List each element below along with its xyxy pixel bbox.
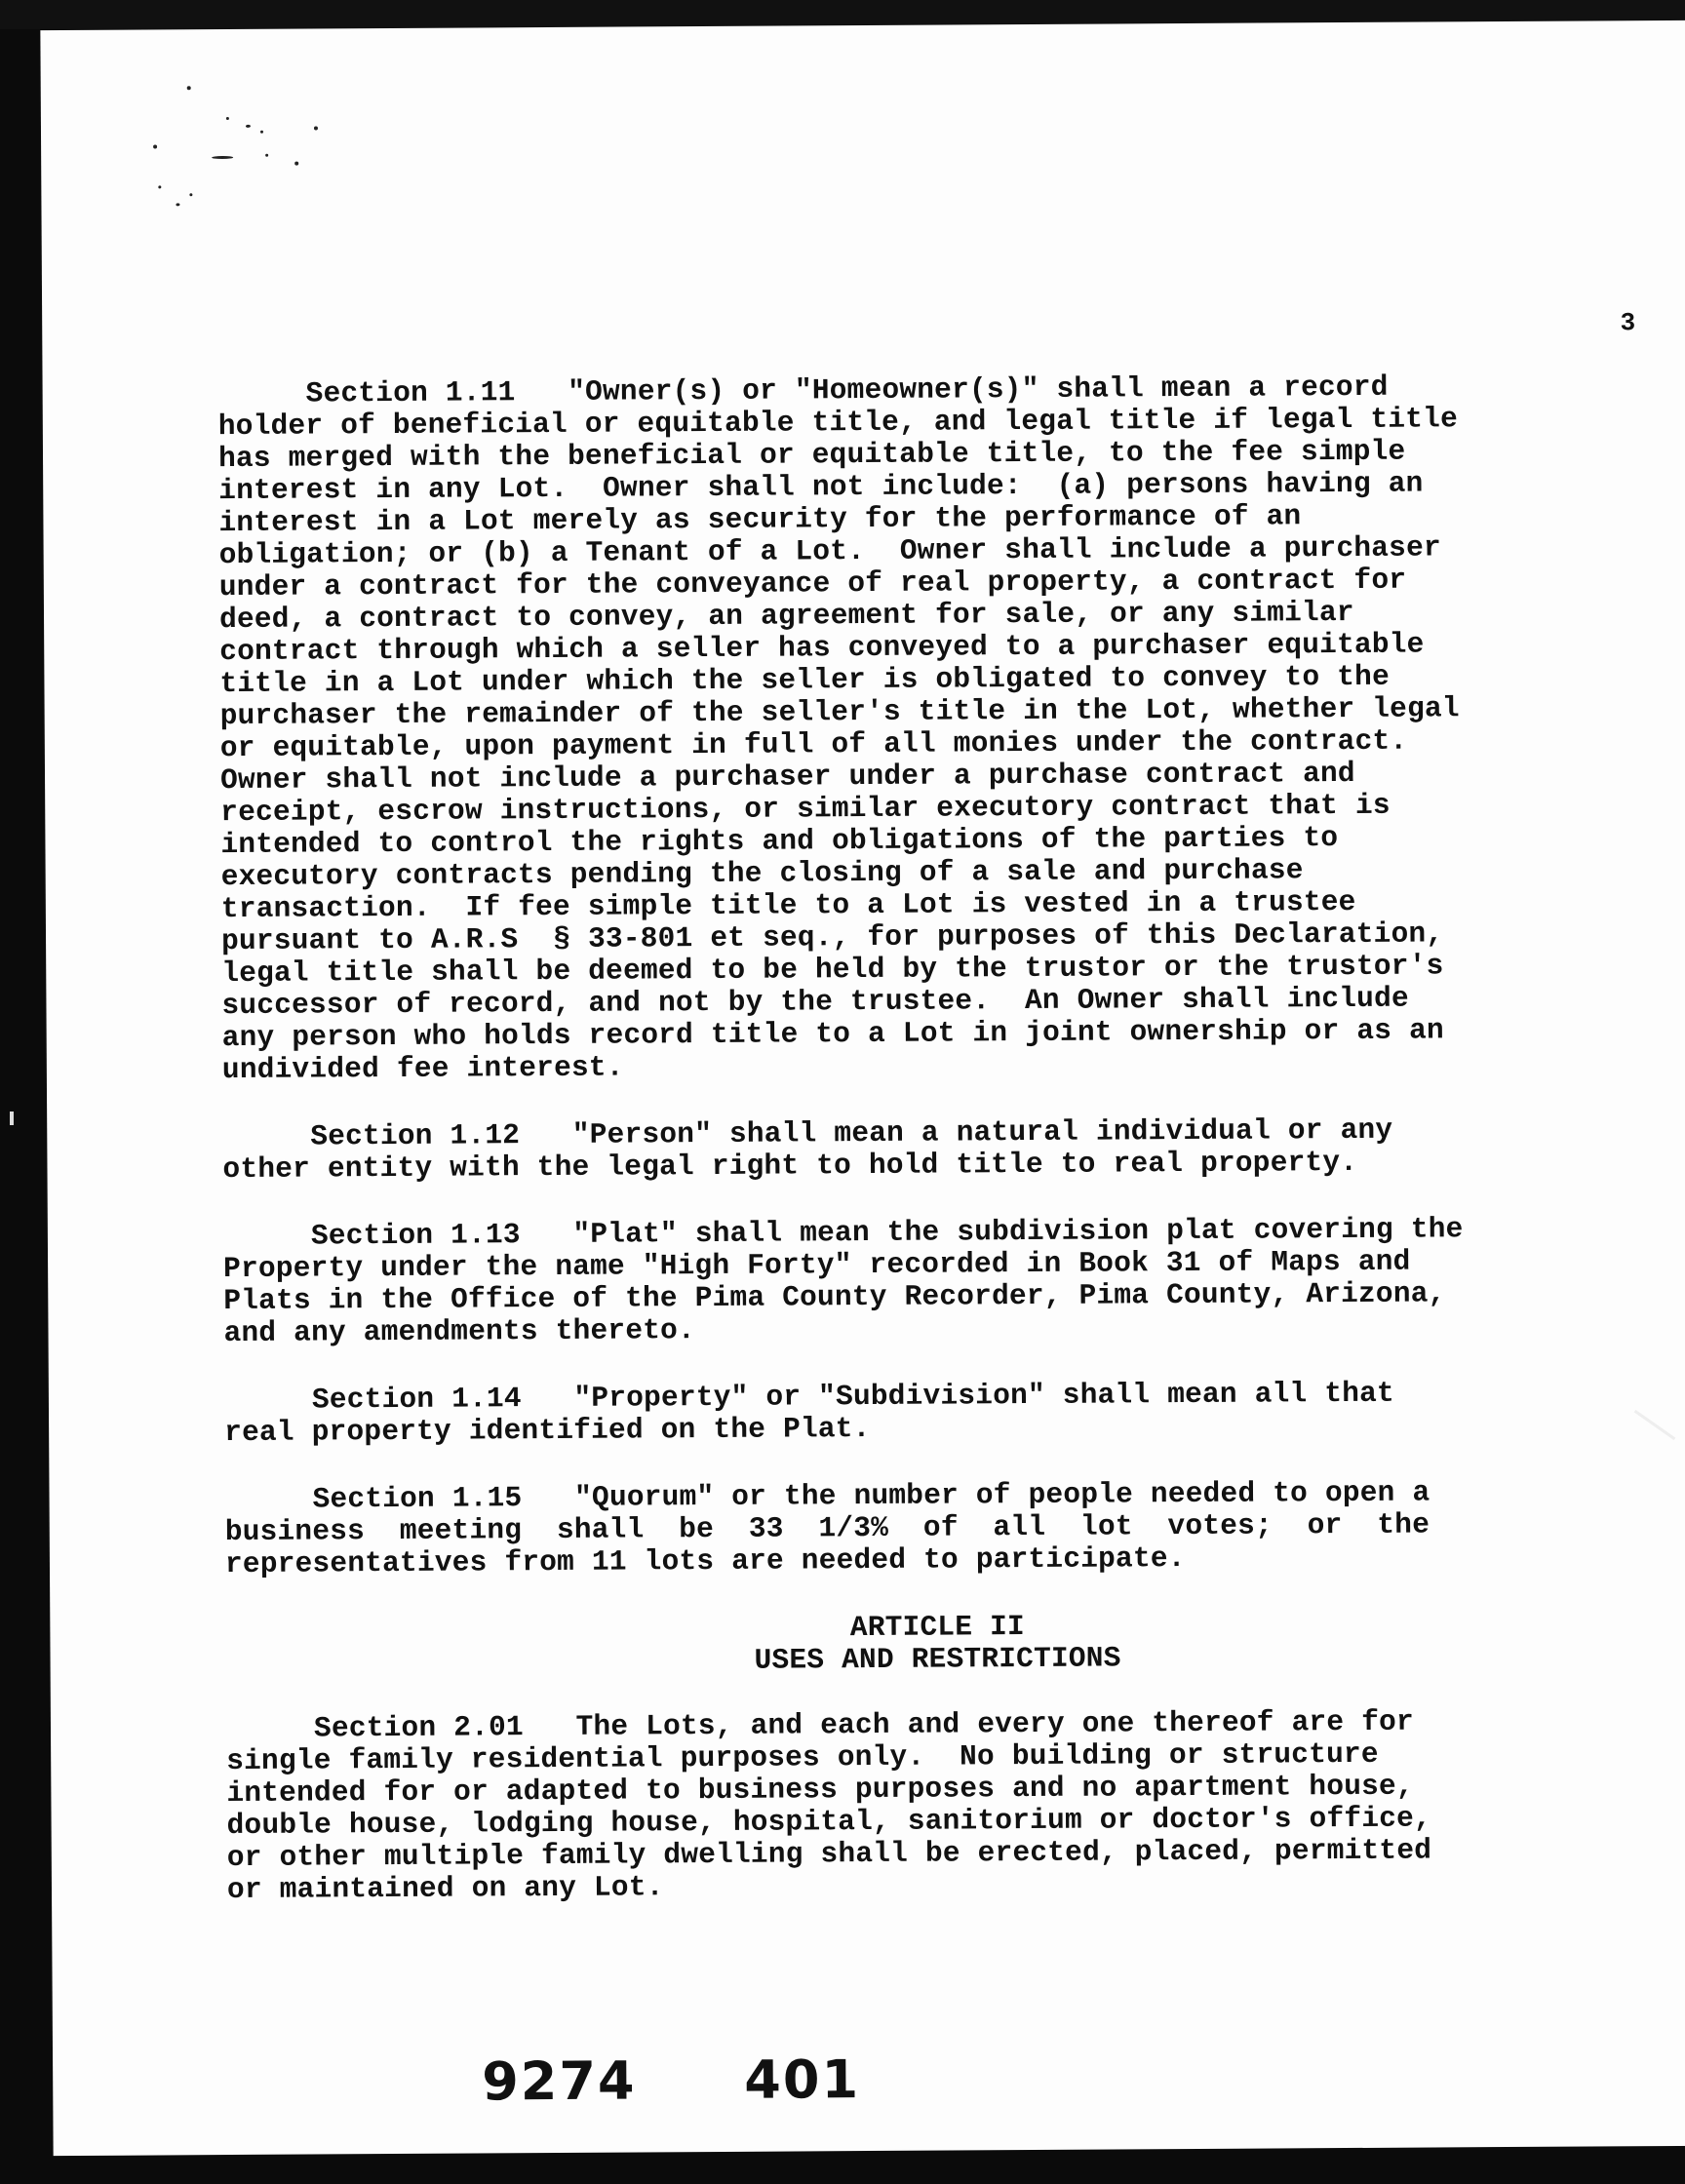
speck [265, 154, 268, 157]
section-heading-line: Section 1.15 "Quorum" or the number of people needed to open a [312, 1475, 1430, 1516]
article-heading [225, 1607, 1649, 1680]
text-line: interest in a Lot merely as security for the performance of an [218, 499, 1302, 540]
text-line: other entity with the legal right to hold title to real property. [222, 1145, 1358, 1187]
section-heading-line: Section 1.13 "Plat" shall mean the subdivision plat covering the [310, 1212, 1464, 1253]
text-line: or equitable, upon payment in full of all monies under the contract. [219, 723, 1408, 765]
text-line: purchaser the remainder of the seller's title in the Lot, whether legal [219, 691, 1460, 733]
section-1-15 [224, 1475, 1649, 1580]
book-number: 9274 [482, 2049, 637, 2113]
text-line: obligation; or (b) a Tenant of a Lot. Owner shall include a purchaser [218, 530, 1441, 572]
section-heading-line: Section 2.01 The Lots, and each and every one thereof are for [313, 1704, 1414, 1745]
text-line: holder of beneficial or equitable title, and legal title if legal title [217, 402, 1459, 444]
text-line: receipt, escrow instructions, or similar executory contract that is [220, 788, 1391, 830]
speck [187, 86, 191, 90]
article-number: ARTICLE II [849, 1610, 1025, 1645]
text-line: real property identified on the Plat. [224, 1412, 871, 1450]
section-heading-line: Section 1.14 "Property" or "Subdivision" shall mean all that [311, 1376, 1395, 1417]
text-line: business meeting shall be 33 1/3% of all lot votes; or the [224, 1507, 1430, 1549]
speck [294, 162, 298, 166]
text-line: successor of record, and not by the trustee. An Owner shall include [221, 981, 1409, 1023]
speck [246, 125, 251, 128]
section-heading-line: Section 1.11 "Owner(s) or "Homeowner(s)" shall mean a record [305, 370, 1389, 410]
page-number: 3 [1620, 308, 1636, 338]
speck [176, 203, 179, 206]
text-line: interest in any Lot. Owner shall not include: (a) persons having an [218, 466, 1424, 508]
text-line: executory contracts pending the closing of a sale and purchase [220, 853, 1304, 894]
article-title: USES AND RESTRICTIONS [754, 1641, 1121, 1677]
text-line: Plats in the Office of the Pima County Recorder, Pima County, Arizona, [223, 1276, 1446, 1318]
text-line: under a contract for the conveyance of real property, a contract for [218, 563, 1407, 604]
text-line: legal title shall be deemed to be held by the trustor or the trustor's [221, 949, 1444, 991]
scan-specks [119, 67, 334, 224]
speck [158, 185, 161, 188]
scan-artifact [10, 1112, 14, 1125]
text-line: and any amendments thereto. [223, 1313, 696, 1350]
page-reference: 401 [744, 2048, 861, 2111]
document-body [218, 370, 1652, 1941]
text-line: contract through which a seller has conveyed to a purchaser equitable [219, 627, 1425, 669]
text-line: any person who holds record title to a Lot in joint ownership or as an [221, 1013, 1444, 1055]
text-line: has merged with the beneficial or equitable title, to the fee simple [217, 434, 1406, 476]
section-heading-line: Section 1.12 "Person" shall mean a natural individual or any [310, 1112, 1393, 1153]
text-line: double house, lodging house, hospital, sanitorium or doctor's office, [226, 1801, 1431, 1843]
section-1-12 [222, 1112, 1646, 1186]
speck [314, 126, 318, 130]
speck [153, 144, 157, 148]
text-line: title in a Lot under which the seller is obligated to convey to the [219, 659, 1391, 701]
text-line: single family residential purposes only. No building or structure [226, 1736, 1379, 1778]
document-page [40, 20, 1685, 2156]
text-line: undivided fee interest. [221, 1050, 624, 1087]
section-1-14 [224, 1376, 1648, 1449]
speck [260, 131, 263, 134]
section-1-13 [223, 1212, 1648, 1349]
text-line: deed, a contract to convey, an agreement for sale, or any similar [218, 595, 1354, 637]
section-1-11 [218, 370, 1646, 1086]
text-line: transaction. If fee simple title to a Lot is vested in a trustee [220, 884, 1356, 926]
text-line: or other multiple family dwelling shall be erected, placed, permitted [226, 1833, 1432, 1875]
text-line: intended for or adapted to business purposes and no apartment house, [226, 1769, 1414, 1811]
section-2-01 [226, 1704, 1651, 1906]
text-line: representatives from 11 lots are needed to participate. [224, 1541, 1186, 1581]
text-line: Owner shall not include a purchaser under a purchase contract and [219, 756, 1355, 798]
speck [212, 156, 233, 159]
recording-numbers [482, 2048, 948, 2113]
text-line: or maintained on any Lot. [226, 1870, 664, 1907]
text-line: pursuant to A.R.S § 33-801 et seq., for purposes of this Declaration, [220, 916, 1444, 958]
speck [226, 117, 229, 120]
text-line: intended to control the rights and obligations of the parties to [220, 821, 1339, 862]
text-line: Property under the name "High Forty" recorded in Book 31 of Maps and [223, 1244, 1411, 1286]
speck [189, 193, 192, 196]
